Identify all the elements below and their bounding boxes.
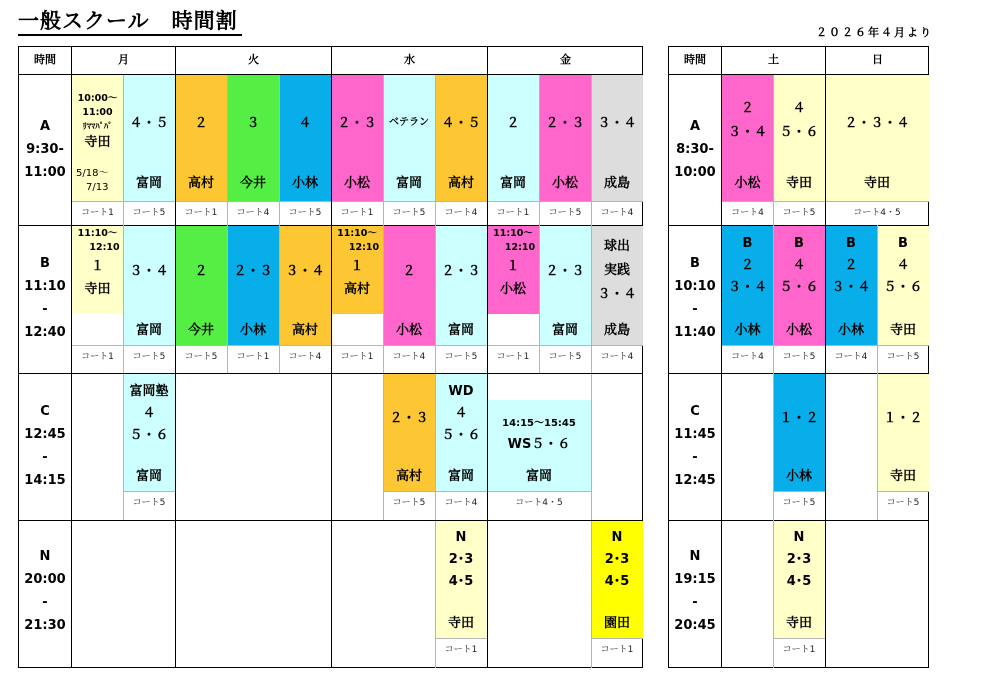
class-c-wed-3-coach: 富岡 <box>447 469 474 484</box>
class-c-mon-2: 富岡塾 ４ ５・６ <box>129 384 169 443</box>
class-a-wed-1-level: ２・３ <box>337 116 377 131</box>
class-a-tue-3-level: ４ <box>298 116 312 131</box>
court-label: コート1 <box>496 208 530 218</box>
class-a-wed-2-level: ベテラン <box>389 117 429 128</box>
class-b-tue-3-coach: 高村 <box>291 323 318 338</box>
class-n-wed-3-coach: 寺田 <box>447 616 474 631</box>
class-b-fri-3-coach: 成島 <box>603 323 630 338</box>
class-b-wed-2-coach: 小松 <box>395 323 422 338</box>
class-c-fri-coach: 富岡 <box>525 469 552 484</box>
court-label: コート4 <box>444 208 478 218</box>
weekend-timetable <box>668 46 929 668</box>
court-label: コート4 <box>444 498 478 508</box>
class-a-sat-2-coach: 寺田 <box>785 176 812 191</box>
class-a-wed-3-coach: 高村 <box>447 176 474 191</box>
court-label: コート5 <box>886 498 920 508</box>
court-label: コート1 <box>81 352 114 362</box>
class-c-fri-level: WS５・６ <box>507 437 571 452</box>
class-n-fri-3: N 2･3 4･5 <box>604 530 630 589</box>
class-a-fri-3-coach: 成島 <box>603 176 630 191</box>
slot-n-label: N 19:15 - 20:45 <box>674 549 716 633</box>
class-b-fri-3: 球出 実践 ３・４ <box>597 239 637 302</box>
class-n-sat-2-coach: 寺田 <box>785 616 812 631</box>
court-label: コート4 <box>600 352 634 362</box>
class-n-fri-3-coach: 園田 <box>603 616 630 631</box>
header-fri: 金 <box>560 53 571 66</box>
court-label: コート5 <box>392 208 426 218</box>
slot-a-label: A 8:30- 10:00 <box>674 119 716 180</box>
slot-b-label: B 11:10 - 12:40 <box>24 256 66 340</box>
class-a-mon-1: 10:00～ 11:00 ﾘﾏﾏﾊﾟﾊﾟ 寺田 <box>77 93 118 150</box>
court-label: コート4 <box>834 352 868 362</box>
class-a-sun-coach: 寺田 <box>863 176 890 191</box>
court-label: コート4 <box>731 208 764 218</box>
class-a-mon-1-period: 5/18～ 7/13 <box>76 168 109 193</box>
class-c-mon-2-coach: 富岡 <box>135 469 162 484</box>
slot-c-label: C 12:45 - 14:15 <box>24 404 66 488</box>
class-a-wed-2-coach: 富岡 <box>395 176 422 191</box>
court-label: コート4 <box>236 208 270 218</box>
class-b-sat-1-coach: 小林 <box>734 323 761 338</box>
court-label: コート1 <box>496 352 530 362</box>
court-label: コート4 <box>288 352 322 362</box>
class-b-fri-1: 11:10～ 12:10 １ 小松 <box>493 228 536 297</box>
class-b-sun-2-coach: 寺田 <box>889 323 916 338</box>
class-b-sat-1: B ２ ３・４ <box>727 236 767 295</box>
class-b-sat-2: B ４ ５・６ <box>779 236 819 295</box>
class-b-mon-1: 11:10～ 12:10 １ 寺田 <box>77 228 120 297</box>
class-c-wed-3: WD ４ ５・６ <box>441 384 481 443</box>
header-tue: 火 <box>248 53 259 66</box>
court-label: コート5 <box>184 352 218 362</box>
slot-n-label: N 20:00 - 21:30 <box>24 549 66 633</box>
court-label: コート1 <box>600 645 634 655</box>
class-a-fri-1-level: ２ <box>506 116 520 131</box>
class-a-sat-1: ２ ３・４ <box>727 101 767 140</box>
header-sat: 土 <box>768 53 779 66</box>
class-a-wed-1-coach: 小松 <box>343 176 370 191</box>
court-label: コート5 <box>782 352 816 362</box>
court-label: コート1 <box>340 352 374 362</box>
class-a-fri-2-coach: 小松 <box>551 176 578 191</box>
court-label: コート5 <box>132 352 166 362</box>
court-label: コート5 <box>392 498 426 508</box>
class-a-sat-1-coach: 小松 <box>734 176 761 191</box>
class-b-wed-2-level: ２ <box>402 264 416 279</box>
effective-date: ２０２６年４月より <box>816 26 933 39</box>
class-b-tue-2-coach: 小林 <box>239 323 266 338</box>
header-mon: 月 <box>118 53 129 66</box>
class-c-sat-2-level: １・２ <box>779 411 819 426</box>
class-c-wed-2-coach: 高村 <box>395 469 422 484</box>
class-b-mon-2-level: ３・４ <box>129 264 169 279</box>
court-label: コート5 <box>782 498 816 508</box>
court-label: コート5 <box>132 208 166 218</box>
court-label: コート5 <box>886 352 920 362</box>
class-b-wed-3-level: ２・３ <box>441 264 481 279</box>
class-b-sun-1-coach: 小林 <box>837 323 864 338</box>
court-label: コート1 <box>444 645 478 655</box>
header-time: 時間 <box>684 53 706 66</box>
class-a-tue-3-coach: 小林 <box>291 176 318 191</box>
class-b-mon-2-coach: 富岡 <box>135 323 162 338</box>
class-n-wed-3: N 2･3 4･5 <box>448 530 474 589</box>
court-label: コート1 <box>236 352 270 362</box>
court-label: コート5 <box>132 498 166 508</box>
court-label: コート4・5 <box>853 208 901 218</box>
class-a-sun-level: ２・３・４ <box>844 116 910 131</box>
slot-c-label: C 11:45 - 12:45 <box>674 404 716 488</box>
class-b-sun-1: B ２ ３・４ <box>831 236 871 295</box>
court-label: コート5 <box>288 208 322 218</box>
class-a-wed-3-level: ４・５ <box>441 116 481 131</box>
court-label: コート4 <box>392 352 426 362</box>
court-label: コート5 <box>444 352 478 362</box>
class-a-fri-2-level: ２・３ <box>545 116 585 131</box>
court-label: コート1 <box>340 208 374 218</box>
page-title: 一般スクール 時間割 <box>18 8 242 36</box>
class-a-tue-1-level: ２ <box>194 116 208 131</box>
class-b-sun-2: B ４ ５・６ <box>883 236 923 295</box>
class-c-sun-2-level: １・２ <box>883 411 923 426</box>
class-c-wed-2-level: ２・３ <box>389 411 429 426</box>
court-label: コート1 <box>782 645 816 655</box>
court-label: コート4 <box>731 352 764 362</box>
class-a-tue-2-level: ３ <box>246 116 260 131</box>
court-label: コート4 <box>600 208 634 218</box>
class-a-mon-2-coach: 富岡 <box>135 176 162 191</box>
header-wed: 水 <box>404 53 415 66</box>
class-b-tue-3-level: ３・４ <box>285 264 325 279</box>
class-b-wed-1: 11:10～ 12:10 １ 高村 <box>337 228 380 297</box>
class-a-sat-2: ４ ５・６ <box>779 101 819 140</box>
class-b-tue-1-level: ２ <box>194 264 208 279</box>
slot-b-label: B 10:10 - 11:40 <box>674 256 716 340</box>
court-label: コート5 <box>548 208 582 218</box>
class-a-tue-1-coach: 高村 <box>187 176 214 191</box>
header-time: 時間 <box>34 53 56 66</box>
weekday-timetable <box>18 46 643 668</box>
slot-a-label: A 9:30- 11:00 <box>24 119 66 180</box>
class-a-fri-1-coach: 富岡 <box>499 176 526 191</box>
class-c-sun-2-coach: 寺田 <box>889 469 916 484</box>
class-b-fri-2-level: ２・３ <box>545 264 585 279</box>
class-b-sat-2-coach: 小松 <box>785 323 812 338</box>
class-a-tue-2-coach: 今井 <box>239 176 266 191</box>
class-a-fri-3-level: ３・４ <box>597 116 637 131</box>
class-b-tue-1-coach: 今井 <box>187 323 214 338</box>
court-label: コート1 <box>81 208 114 218</box>
header-sun: 日 <box>872 53 883 66</box>
court-label: コート5 <box>548 352 582 362</box>
class-b-fri-2-coach: 富岡 <box>551 323 578 338</box>
class-b-tue-2-level: ２・３ <box>233 264 273 279</box>
class-b-wed-3-coach: 富岡 <box>447 323 474 338</box>
class-a-mon-2-level: ４・５ <box>129 116 169 131</box>
class-n-sat-2: N 2･3 4･5 <box>786 530 812 589</box>
class-c-sat-2-coach: 小林 <box>785 469 812 484</box>
court-label: コート1 <box>184 208 218 218</box>
court-label: コート4・5 <box>515 498 563 508</box>
court-label: コート5 <box>782 208 816 218</box>
class-c-fri-time: 14:15～15:45 <box>502 418 576 429</box>
